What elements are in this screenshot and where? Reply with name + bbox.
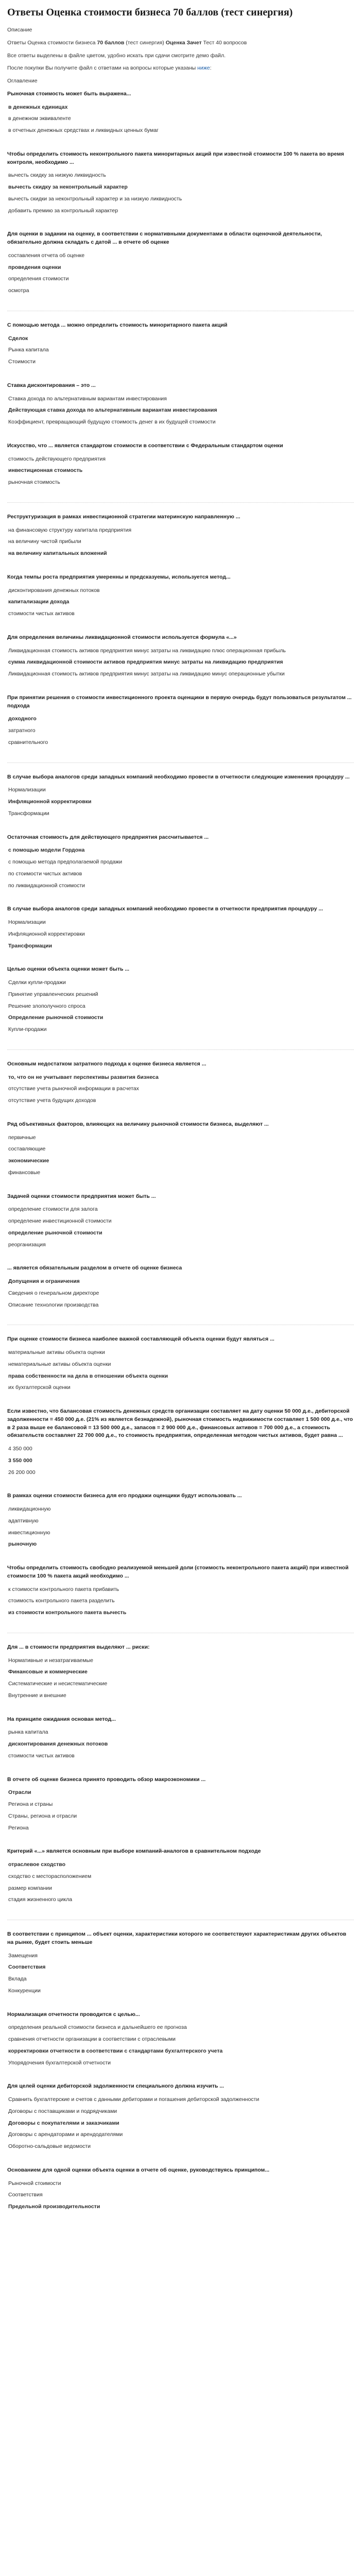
answer-option: нематериальные активы объекта оценки — [8, 1361, 111, 1367]
answer-option: Стоимости — [8, 359, 36, 365]
answer-option: первичные — [8, 1134, 36, 1141]
answer-option: Инфляционной корректировки — [8, 799, 92, 805]
intro-purchase-pre: После покупки Вы получите файл с ответами на вопросы которые указаны — [7, 65, 198, 72]
question-group-separator — [7, 502, 354, 503]
answer-option: отраслевое сходство — [8, 1861, 66, 1868]
question-title: В рамках оценки стоимости бизнеса для его продажи оценщики будут использовать ... — [7, 1493, 242, 1499]
answer-option: финансовые — [8, 1169, 41, 1176]
question-title: При принятии решения о стоимости инвестиционного проекта оценщики в первую очередь будут пользоваться результатом ... подхода — [7, 694, 352, 709]
answer-option: Рынка капитала — [8, 347, 49, 353]
answer-option: рыночную — [8, 1541, 37, 1548]
answer-option: 4 350 000 — [8, 1446, 32, 1452]
answer-option: к стоимости контрольного пакета прибавить — [8, 1586, 119, 1592]
answer-option: определения стоимости — [8, 276, 69, 282]
answer-option: Сравнить бухгалтерские и счетов с данными дебиторами и погашения дебиторской задолженности — [8, 2096, 260, 2103]
answer-option: вычесть скидку за неконтрольный характер — [8, 184, 128, 190]
answer-option: Предельной производительности — [8, 2204, 100, 2210]
answer-option: то, что он не учитывает перспективы развития бизнеса — [8, 1074, 159, 1080]
question-block — [7, 1930, 354, 1995]
question-title: Чтобы определить стоимость свободно реализуемой меньшей доли (стоимость неконтрольного пакета акций) при известной стоимости 100 % пакета акций необходимо ... — [7, 1565, 349, 1579]
answer-option: Ликвидационная стоимость активов предприятия минус затраты на ликвидацию минус операционные убытки — [8, 671, 285, 677]
answer-option: Купли-продажи — [8, 1026, 47, 1032]
intro-summary-pre: Ответы Оценка стоимости бизнеса — [7, 39, 97, 46]
question-title: Рыночная стоимость может быть выражена... — [7, 90, 131, 97]
answer-option: Отрасли — [8, 1789, 31, 1796]
question-block — [7, 1643, 354, 1700]
question-block — [7, 1121, 354, 1177]
answer-option: Конкуренции — [8, 1987, 41, 1994]
answer-option: определение рыночной стоимости — [8, 1229, 102, 1236]
answer-option: Принятие управленческих решений — [8, 991, 98, 997]
answer-option: Ставка дохода по альтернативным вариантам инвестирования — [8, 395, 167, 402]
answer-option: Внутренние и внешние — [8, 1692, 66, 1699]
answer-option: проведения оценки — [8, 264, 61, 270]
question-block — [7, 1264, 354, 1309]
question-title: В отчете об оценке бизнеса принято проводить обзор макроэкономики ... — [7, 1776, 206, 1783]
question-block — [7, 573, 354, 618]
answer-option: ликвидационную — [8, 1506, 51, 1512]
questions-list — [7, 90, 354, 2211]
answer-option: Нормативные и незатрагиваемые — [8, 1657, 93, 1664]
answer-option: 3 550 000 — [8, 1457, 32, 1464]
answer-option: Описание технологии производства — [8, 1301, 99, 1308]
question-block — [7, 1492, 354, 1549]
page-title: Ответы Оценка стоимости бизнеса 70 баллов (тест синергия) — [7, 7, 293, 18]
answer-option: затратного — [8, 727, 36, 734]
question-block — [7, 634, 354, 679]
question-block — [7, 1408, 354, 1477]
question-title: С помощью метода ... можно определить стоимость миноритарного пакета акций — [7, 321, 228, 328]
intro-summary-mid: (тест синергия) — [124, 39, 166, 46]
answer-option: определение инвестиционной стоимости — [8, 1218, 112, 1224]
question-title: Искусство, что ... является стандартом стоимости в соответствии с Федеральным стандартом оценки — [7, 442, 283, 449]
answer-option: Замещения — [8, 1952, 38, 1959]
answer-option: определения реальной стоимости бизнеса и дальнейшего ее прогноза — [8, 2024, 187, 2031]
intro-purchase-note — [7, 64, 354, 73]
question-block — [7, 2082, 354, 2151]
answer-option: Сведения о генеральном директоре — [8, 1290, 99, 1296]
answer-option: корректировки отчетности в соответствии с стандартами бухгалтерского учета — [8, 2047, 223, 2054]
answer-option: сравнительного — [8, 739, 48, 745]
answer-option: размер компании — [8, 1885, 53, 1891]
question-title: В случае выбора аналогов среди западных компаний необходимо провести в отчетности следующие изменения процедуру ... — [7, 773, 350, 780]
question-block — [7, 321, 354, 366]
answer-option: на финансовую структуру капитала предприятия — [8, 527, 132, 533]
answer-option: составления отчета об оценке — [8, 252, 85, 259]
answer-option: вычесть скидку за низкую ликвидность — [8, 172, 106, 179]
question-block — [7, 382, 354, 427]
answer-option: Систематические и несистематические — [8, 1681, 108, 1687]
question-block — [7, 773, 354, 818]
intro-description-label: Описание — [7, 27, 32, 33]
answer-option: Нормализации — [8, 787, 46, 793]
answer-option: с помощью метода предполагаемой продажи — [8, 859, 123, 865]
answer-option: Соответствия — [8, 1964, 46, 1971]
intro-contents-label: Оглавление — [7, 78, 38, 84]
question-title: Для оценки в задании на оценку, в соответствии с нормативными документами в области оценочной деятельности, обязательно должна складать с датой ... в отчете об оценке — [7, 231, 322, 245]
question-title: Для определения величины ликвидационной стоимости используется формула «...» — [7, 634, 237, 640]
answer-option: Договоры с поставщиками и подрядчиками — [8, 2108, 117, 2114]
intro-summary — [7, 39, 354, 47]
question-block — [7, 230, 354, 295]
answer-option: Определение рыночной стоимости — [8, 1014, 104, 1021]
answer-option: Оборотно-сальдовые ведомости — [8, 2143, 91, 2149]
answer-option: Вклада — [8, 1976, 27, 1982]
question-block — [7, 834, 354, 890]
answer-option: определение стоимости для залога — [8, 1206, 98, 1213]
answer-option: отсутствие учета рыночной информации в расчетах — [8, 1086, 139, 1092]
question-title: Когда темпы роста предприятия умеренны и предсказуемы, используется метод... — [7, 573, 231, 580]
answer-option: Трансформации — [8, 810, 49, 817]
answer-option: в денежных единицах — [8, 104, 68, 110]
answer-option: с помощью модели Гордона — [8, 847, 85, 854]
question-title: В случае выбора аналогов среди западных компаний необходимо провести в отчетности предприятия процедуру ... — [7, 906, 323, 912]
question-title: Основным недостатком затратного подхода к оценке бизнеса является ... — [7, 1060, 207, 1067]
answer-option: Соответствия — [8, 2192, 43, 2198]
answer-option: Трансформации — [8, 942, 53, 949]
answer-option: стоимость действующего предприятия — [8, 455, 106, 462]
question-title: Нормализация отчетности проводится с целью... — [7, 2011, 140, 2018]
answer-option: Финансовые и коммерческие — [8, 1669, 88, 1675]
answer-option: Коэффициент, превращающий будущую стоимость денег в их будущей стоимости — [8, 419, 216, 425]
question-block — [7, 2011, 354, 2067]
intro-below-link[interactable]: ниже — [197, 65, 210, 72]
answer-option: стоимости чистых активов — [8, 611, 75, 617]
answer-option: по ликвидационной стоимости — [8, 882, 85, 889]
question-title: Для ... в стоимости предприятия выделяют ... риски: — [7, 1643, 150, 1650]
answer-option: их бухгалтерской оценки — [8, 1384, 71, 1391]
answer-option: доходного — [8, 716, 37, 722]
answer-option: осмотра — [8, 287, 29, 294]
question-block — [7, 2166, 354, 2211]
question-block — [7, 1564, 354, 1617]
answer-option: по стоимости чистых активов — [8, 870, 82, 877]
question-block — [7, 905, 354, 950]
answer-option: сходство с месторасположением — [8, 1873, 92, 1879]
intro-section — [7, 26, 354, 86]
answer-option: вычесть скидки за неконтрольный характер и за низкую ликвидность — [8, 195, 182, 202]
question-group-separator — [7, 762, 354, 763]
answer-option: рынка капитала — [8, 1729, 48, 1736]
question-block — [7, 150, 354, 215]
question-group-separator — [7, 1049, 354, 1050]
answer-option: Сделок — [8, 335, 28, 342]
answer-option: Страны, региона и отрасли — [8, 1812, 77, 1819]
answer-option: на величину капитальных вложений — [8, 550, 107, 556]
answer-option: адаптивную — [8, 1517, 39, 1524]
answer-option: права собственности на дела в отношении объекта оценки — [8, 1372, 168, 1379]
intro-grade: Оценка Зачет — [165, 39, 202, 46]
answer-option: капитализации дохода — [8, 599, 70, 605]
question-title: При оценке стоимости бизнеса наиболее важной составляющей объекта оценки будут являться ... — [7, 1336, 274, 1343]
answer-option: реорганизация — [8, 1241, 46, 1248]
question-title: Целью оценки объекта оценки может быть ... — [7, 966, 130, 973]
question-title: Реструктуризация в рамках инвестиционной стратегии материнскую направленную ... — [7, 513, 240, 520]
answer-option: дисконтирования денежных потоков — [8, 587, 100, 594]
question-title: Критерий «...» является основным при выборе компаний-аналогов в сравнительном подходе — [7, 1848, 261, 1855]
answer-option: составляющие — [8, 1146, 46, 1153]
answer-option: отсутствие учета будущих доходов — [8, 1097, 96, 1104]
answer-option: в денежном эквиваленте — [8, 115, 71, 122]
answer-option: Договоры с покупателями и заказчиками — [8, 2120, 119, 2126]
answer-option: рыночная стоимость — [8, 479, 60, 485]
answer-option: материальные активы объекта оценки — [8, 1349, 105, 1355]
question-title: На принципе ожидания основан метод... — [7, 1716, 116, 1722]
answer-option: Действующая ставка дохода по альтернативным вариантам инвестирования — [8, 407, 217, 414]
answer-option: Инфляционной корректировки — [8, 930, 85, 937]
answer-option: стоимость контрольного пакета разделить — [8, 1598, 115, 1604]
question-block — [7, 1776, 354, 1833]
answer-option: инвестиционную — [8, 1529, 50, 1536]
answer-option: Нормализации — [8, 919, 46, 925]
answer-option: Региона и страны — [8, 1801, 53, 1807]
question-block — [7, 1060, 354, 1105]
question-title: Ряд объективных факторов, влияющих на величину рыночной стоимости бизнеса, выделяют ... — [7, 1121, 269, 1127]
intro-score: 70 баллов — [97, 39, 125, 46]
answer-option: инвестиционная стоимость — [8, 467, 83, 474]
question-block — [7, 1335, 354, 1392]
question-block — [7, 965, 354, 1034]
intro-summary-post: Тест 40 вопросов — [201, 39, 247, 46]
question-title: Основанием для одной оценки объекта оценки в отчете об оценке, руководствуясь принципом... — [7, 2166, 270, 2173]
answer-option: на величину чистой прибыли — [8, 538, 81, 545]
answer-option: добавить премию за контрольный характер — [8, 207, 118, 214]
question-block — [7, 90, 354, 135]
question-title: Для целей оценки дебиторской задолженности специального должна изучить ... — [7, 2083, 224, 2090]
answer-option: 26 200 000 — [8, 1469, 36, 1476]
question-title: Чтобы определить стоимость неконтрольного пакета миноритарных акций при известной стоимости 100 % пакета во время контроля, необходимо ... — [7, 150, 344, 165]
question-title: Задачей оценки стоимости предприятия может быть ... — [7, 1193, 156, 1199]
question-block — [7, 694, 354, 747]
answer-option: Допущения и ограничения — [8, 1278, 80, 1284]
question-block — [7, 513, 354, 558]
answer-option: из стоимости контрольного пакета вычесть — [8, 1609, 127, 1616]
question-title: ... является обязательным разделом в отчете об оценке бизнеса — [7, 1265, 182, 1272]
question-title: В соответствии с принципом ... объект оценки, характеристики которого не соответствуют характеристикам других объектов на рынке, будет стоить меньше — [7, 1931, 347, 1945]
answer-option: Договоры с арендаторами и арендодателями — [8, 2131, 123, 2138]
answer-option: в отчетных денежных средствах и ликвидных ценных бумаг — [8, 127, 159, 133]
answer-option: Решение злополучного спроса — [8, 1003, 85, 1009]
intro-purchase-post: : — [210, 65, 212, 72]
question-block — [7, 1848, 354, 1904]
answer-option: Региона — [8, 1824, 29, 1831]
answer-option: сумма ликвидационной стоимости активов предприятия минус затраты на ликвидацию предприятия — [8, 659, 283, 666]
answer-option: стадия жизненного цикла — [8, 1896, 73, 1903]
answer-option: сравнения отчетности организации в соответствии с отраслевыми — [8, 2036, 176, 2042]
question-block — [7, 1193, 354, 1249]
answer-option: дисконтирования денежных потоков — [8, 1741, 108, 1747]
question-block — [7, 442, 354, 487]
answer-option: Ликвидационная стоимость активов предприятия минус затраты на ликвидацию плюс операционная прибыль — [8, 647, 286, 654]
answer-option: стоимости чистых активов — [8, 1752, 75, 1759]
answer-option: Упорядочения бухгалтерской отчетности — [8, 2059, 111, 2066]
question-block — [7, 1716, 354, 1760]
answer-option: Сделки купли-продажи — [8, 979, 66, 986]
question-title: Остаточная стоимость для действующего предприятия рассчитывается ... — [7, 834, 209, 840]
answer-option: экономические — [8, 1158, 49, 1164]
question-title: Если известно, что балансовая стоимость денежных средств организации составляет на дату оценки 50 000 д.е., дебиторской задолженности = 450 000 д.е. (21% из является безнадежной), рыночная стоимость недвижимости составляет 1 500 000 д.е., что в 2 раза выше ее балансовой = 13 500 000 д.е., запасов = 2 900 000 д.е., финансовых активов = 700 000 д.е., а стоимость обязательств составляет 22 700 000 д.е., то стоимость предприятия, определенная методом чистых активов, будет равна ... — [7, 1408, 353, 1439]
question-title: Ставка дисконтирования – это ... — [7, 382, 96, 388]
answer-option: Рыночной стоимости — [8, 2180, 61, 2187]
intro-note: Все ответы выделены в файле цветом, удобно искать при сдачи смотрите демо файл. — [7, 52, 226, 59]
